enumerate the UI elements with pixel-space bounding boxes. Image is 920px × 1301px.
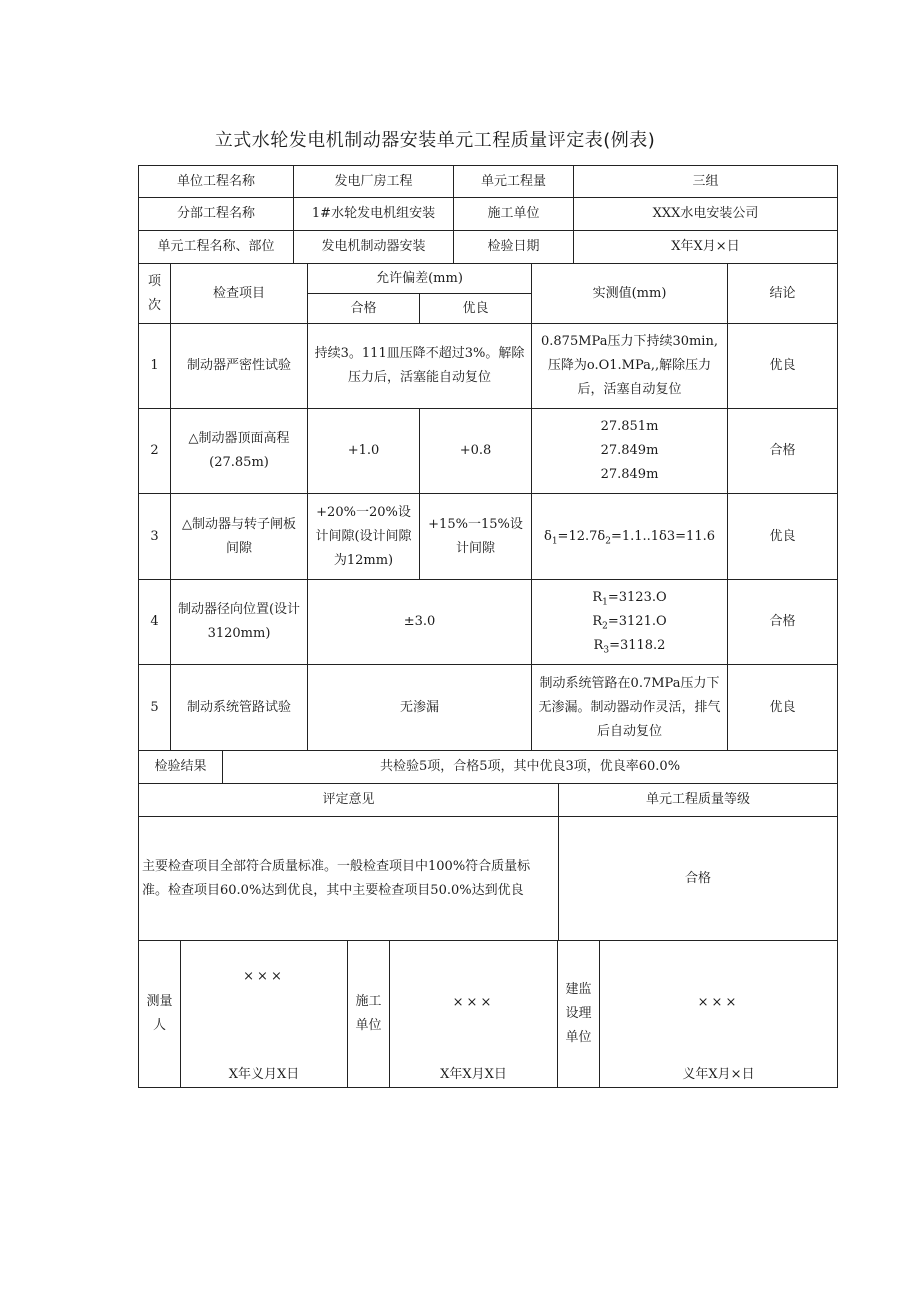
- unit-quantity-label: 单元工程量: [454, 166, 574, 198]
- measured-part: R: [592, 590, 603, 605]
- col-qualified: 合格: [308, 294, 420, 324]
- row-item: 制动系统管路试验: [171, 665, 308, 751]
- table-row: [139, 409, 838, 494]
- signature-mark: ×××: [697, 995, 740, 1010]
- row-excellent: +15%一15%设计间隙: [420, 494, 532, 580]
- row-item-line: (27.85m): [209, 455, 269, 470]
- measured-subscript: 1: [551, 536, 558, 547]
- result-label: 检验结果: [139, 751, 223, 784]
- measured-line: 27.851m: [600, 419, 659, 434]
- measured-part: =3123.O: [607, 590, 667, 605]
- row-measured: [532, 494, 728, 580]
- col-item-no: 项次: [139, 264, 171, 324]
- row-tolerance: 无渗漏: [308, 665, 532, 751]
- inspection-date-label: 检验日期: [454, 231, 574, 264]
- element-name: 发电机制动器安装: [294, 231, 454, 264]
- signature-table: [138, 940, 838, 1088]
- measured-part: =3118.2: [609, 638, 666, 653]
- measured-line: [535, 634, 724, 658]
- table-row: [139, 494, 838, 580]
- row-measured: [532, 409, 728, 494]
- measured-subscript: 2: [605, 536, 611, 547]
- measured-part: =3121.O: [607, 614, 667, 629]
- signer-role: 施工单位: [348, 941, 390, 1088]
- row-tolerance: 持续3。111皿压降不超过3%。解除压力后，活塞能自动复位: [308, 324, 532, 409]
- row-item: 制动器严密性试验: [171, 324, 308, 409]
- unit-project-name-label: 单位工程名称: [139, 166, 294, 198]
- signature-date: X年义月X日: [228, 1067, 300, 1082]
- signature-mark: ×××: [452, 995, 495, 1010]
- col-excellent: 优良: [420, 294, 532, 324]
- row-conclusion: 优良: [728, 324, 838, 409]
- table-row: [139, 665, 838, 751]
- grade-value: 合格: [559, 817, 838, 941]
- construction-unit-label: 施工单位: [454, 198, 574, 231]
- division-project-name-label: 分部工程名称: [139, 198, 294, 231]
- row-no: 3: [139, 494, 171, 580]
- measured-subscript: 2: [602, 621, 608, 632]
- row-measured: 0.875MPa压力下持续30min,压降为o.O1.MPa,,解除压力后，活塞自动复位: [532, 324, 728, 409]
- row-no: 5: [139, 665, 171, 751]
- signer-role: 建监设理单位: [558, 941, 600, 1088]
- table-row: [139, 324, 838, 409]
- row-measured: [532, 580, 728, 665]
- page-title: 立式水轮发电机制动器安装单元工程质量评定表(例表): [214, 130, 656, 151]
- row-item-line: 间隙: [225, 540, 252, 556]
- row-item-line: △制动器顶面高程: [188, 431, 290, 446]
- row-conclusion: 优良: [728, 665, 838, 751]
- row-qualified: +1.0: [308, 409, 420, 494]
- measured-part: δ: [543, 528, 552, 544]
- col-conclusion: 结论: [728, 264, 838, 324]
- division-project-name: 1#水轮发电机组安装: [294, 198, 454, 231]
- row-excellent: +0.8: [420, 409, 532, 494]
- signature-mark: ×××: [243, 969, 285, 984]
- row-item-line: △制动器与转子闸板: [182, 516, 296, 532]
- row-no: 1: [139, 324, 171, 409]
- row-no: 4: [139, 580, 171, 665]
- unit-project-name: 发电厂房工程: [294, 166, 454, 198]
- measured-part: R: [593, 638, 604, 653]
- measured-line: 27.849m: [600, 467, 659, 482]
- col-tolerance: 允许偏差(mm): [308, 264, 532, 294]
- measured-subscript: 1: [602, 597, 608, 608]
- measured-line: 27.849m: [600, 443, 659, 458]
- opinion-label: 评定意见: [139, 784, 559, 817]
- signature-cell: [181, 941, 348, 1088]
- construction-unit: XXX水电安装公司: [574, 198, 838, 231]
- row-measured: 制动系统管路在0.7MPa压力下无渗漏。制动器动作灵活，排气后自动复位: [532, 665, 728, 751]
- col-measured: 实测值(mm): [532, 264, 728, 324]
- row-conclusion: 合格: [728, 409, 838, 494]
- signature-cell: [600, 941, 838, 1088]
- unit-quantity: 三组: [574, 166, 838, 198]
- element-name-label: 单元工程名称、部位: [139, 231, 294, 264]
- measured-subscript: 3: [603, 645, 610, 656]
- col-check-item: 检查项目: [171, 264, 308, 324]
- measured-part: =12.7δ: [557, 528, 606, 544]
- signature-date: X年X月X日: [440, 1067, 507, 1082]
- signer-role: 测量人: [139, 941, 181, 1088]
- signature-cell: [390, 941, 558, 1088]
- row-item: 制动器径向位置(设计3120mm): [171, 580, 308, 665]
- result-text: 共检验5项，合格5项，其中优良3项，优良率60.0%: [223, 751, 838, 784]
- measured-line: [535, 586, 724, 610]
- row-qualified: +20%一20%设计间隙(设计间隙为12mm): [308, 494, 420, 580]
- row-no: 2: [139, 409, 171, 494]
- signature-date: 义年X月×日: [682, 1067, 755, 1082]
- row-conclusion: 优良: [728, 494, 838, 580]
- row-conclusion: 合格: [728, 580, 838, 665]
- header-info-table: [138, 165, 838, 264]
- table-row: [139, 580, 838, 665]
- opinion-text: 主要检查项目全部符合质量标准。一般检查项目中100%符合质量标准。检查项目60.0%达到优良，其中主要检查项目50.0%达到优良: [139, 817, 559, 941]
- measured-line: [535, 610, 724, 634]
- result-table: [138, 750, 838, 784]
- measured-part: =1.1..1δ3=11.6: [610, 528, 715, 544]
- row-tolerance: ±3.0: [308, 580, 532, 665]
- evaluation-table: [138, 783, 838, 941]
- row-item: [171, 409, 308, 494]
- inspection-table: [138, 263, 838, 751]
- grade-label: 单元工程质量等级: [559, 784, 838, 817]
- row-item: [171, 494, 308, 580]
- measured-part: R: [592, 614, 603, 629]
- inspection-date: X年X月×日: [574, 231, 838, 264]
